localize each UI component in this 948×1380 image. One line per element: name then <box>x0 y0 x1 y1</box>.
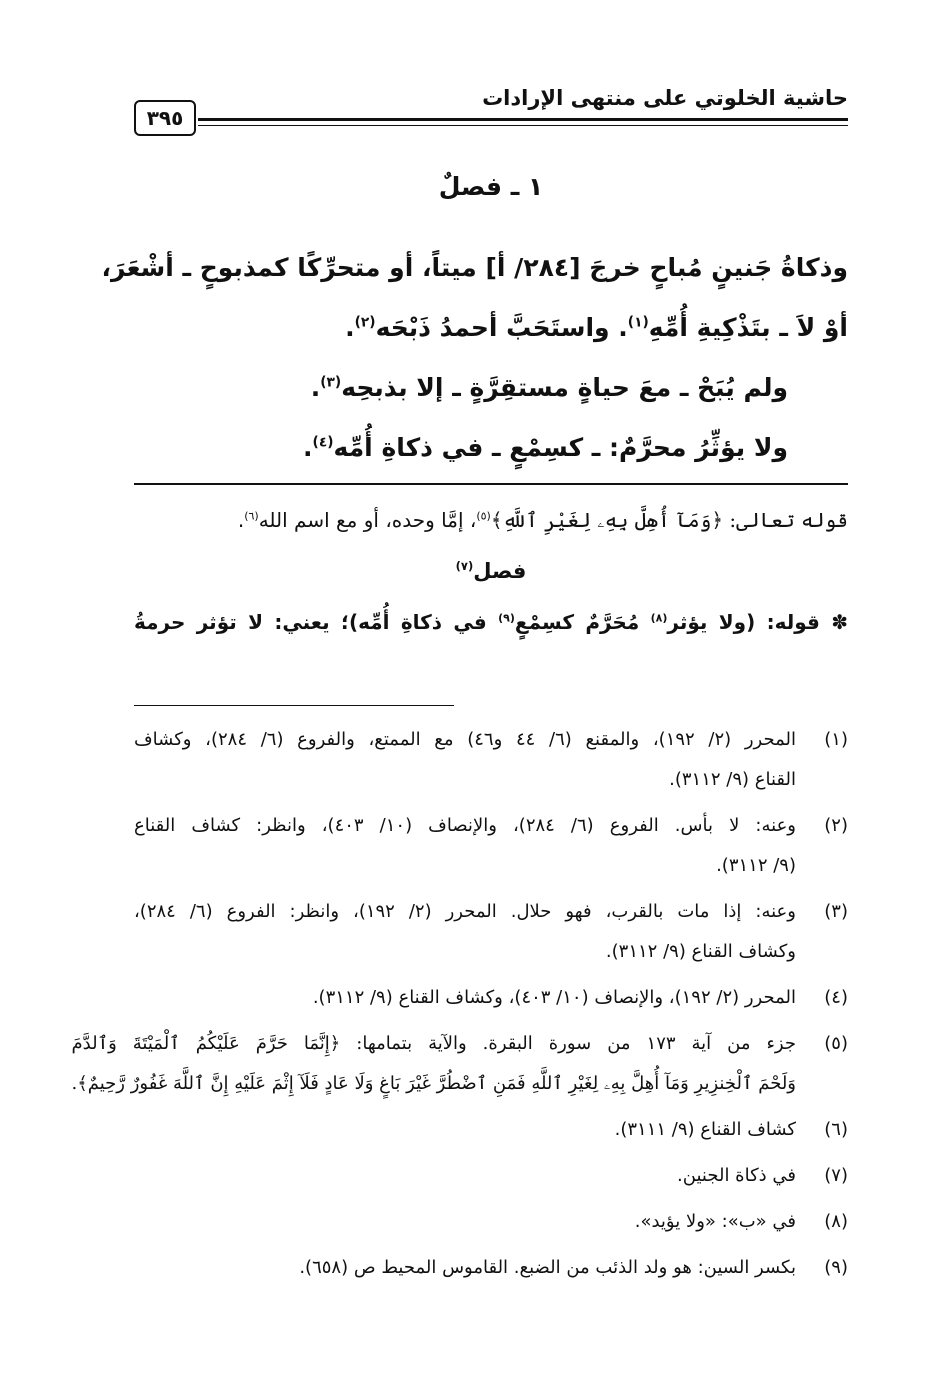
main-text-segment: . <box>310 373 321 402</box>
subsection-heading <box>134 542 848 600</box>
header-rule-thick <box>198 118 848 121</box>
main-text-line <box>134 298 848 358</box>
main-text-segment: ولا يؤثِّرُ محرَّمٌ: ـ كسِمْعٍ ـ في ذكاةِ أُمِّه <box>333 433 788 462</box>
main-text-line <box>134 418 848 478</box>
footnote-line: بكسر السين: هو ولد الذئب من الضبع. القاموس المحيط ص (٦٥٨). <box>299 1257 796 1278</box>
footnote-line: في «ب»: «ولا يؤيد». <box>634 1211 796 1232</box>
commentary-segment: . <box>237 508 245 532</box>
footnote-line: (٩/ ٣١١٢). <box>716 855 796 876</box>
footnote-body <box>134 1110 796 1150</box>
footnote <box>134 1156 848 1196</box>
main-text-line: وذكاةُ جَنينٍ مُباحٍ خرجَ [٢٨٤/ أ] ميتاً، أو متحرِّكًا كمذبوحٍ ـ أشْعَرَ، <box>101 253 848 282</box>
footnote-number: (٢) <box>824 815 848 836</box>
footnote-number: (٦) <box>824 1119 848 1140</box>
footnote-body <box>134 1156 796 1196</box>
footnote-number: (١) <box>824 729 848 750</box>
footnote <box>134 720 848 800</box>
footnote-line: في ذكاة الجنين. <box>677 1165 796 1186</box>
footnote-body <box>134 978 796 1018</box>
footnote <box>134 806 848 886</box>
commentary-segment: ، إمَّا وحده، أو مع اسم الله <box>258 508 477 532</box>
footnote-number: (٤) <box>824 987 848 1008</box>
footnote <box>134 1248 848 1288</box>
subsection-title: فصل <box>473 559 527 583</box>
footnote-body <box>134 1248 796 1288</box>
section-title: ١ ـ فصلٌ <box>438 172 544 201</box>
main-text-segment: . <box>303 433 313 462</box>
commentary-line <box>134 600 848 644</box>
footnote-body <box>134 892 796 972</box>
footnote-ref[interactable]: (٩) <box>498 611 515 625</box>
footnote-number: (٨) <box>824 1211 848 1232</box>
footnote-number: (٥) <box>824 1033 848 1054</box>
main-text <box>101 238 848 478</box>
commentary <box>134 498 848 644</box>
footnote-line: وكشاف القناع (٩/ ٣١١٢). <box>605 941 796 962</box>
footnote-line: وَلَحْمَ ٱلْخِنزِيرِ وَمَآ أُهِلَّ بِهِۦ لِغَيْرِ ٱللَّهِ فَمَنِ ٱضْطُرَّ غَيْرَ بَاغٍ وَلَا عَادٍ فَلَآ إِثْمَ عَلَيْهِ إِنَّ ٱللَّهَ غَفُورٌ رَّحِيمٌ﴾. <box>71 1073 796 1094</box>
footnote-ref[interactable]: (٤) <box>312 434 334 451</box>
matn-divider <box>134 483 848 485</box>
footnote <box>134 1202 848 1242</box>
footnote-line: وعنه: إذا مات بالقرب، فهو حلال. المحرر (٢/ ١٩٢)، وانظر: الفروع (٦/ ٢٨٤)، <box>134 901 796 922</box>
main-text-segment: . واستَحَبَّ أحمدُ ذَبْحَه <box>375 313 628 342</box>
footnote-body <box>134 720 796 800</box>
footnote <box>134 892 848 972</box>
footnote-body <box>134 806 796 886</box>
footnote-ref[interactable]: (٥) <box>476 509 491 523</box>
main-text-segment: أوْ لاَ ـ بتَذْكِيةِ أُمِّهِ <box>648 313 848 342</box>
main-text-segment: ولم يُبَحْ ـ معَ حياةٍ مستقِرَّةٍ ـ إلا بذبحِه <box>341 373 788 402</box>
footnote <box>71 1024 848 1104</box>
running-title: حاشية الخلوتي على منتهى الإرادات <box>482 86 848 110</box>
commentary-segment: قوله تعالى: ﴿وَمَآ أُهِلَّ بِهِۦ لِغَيْرِ ٱللَّهِ﴾ <box>490 508 848 532</box>
footnote <box>134 1110 848 1150</box>
commentary-segment: مُحَرَّمٌ كسِمْعٍ <box>514 610 651 634</box>
footnote-rule <box>134 705 454 706</box>
footnote-number: (٣) <box>824 901 848 922</box>
main-text-segment: . <box>345 313 355 342</box>
footnote-number: (٩) <box>824 1257 848 1278</box>
footnote-ref[interactable]: (٨) <box>650 611 668 625</box>
footnote-ref[interactable]: (٧) <box>455 559 474 573</box>
footnote-line: المحرر (٢/ ١٩٢)، والمقنع (٦/ ٤٤ و٤٦) مع الممتع، والفروع (٦/ ٢٨٤)، وكشاف <box>134 729 796 750</box>
header-rule-thin <box>198 125 848 126</box>
main-text-line <box>134 358 848 418</box>
commentary-line <box>134 498 848 542</box>
footnote-line: جزء من آية ١٧٣ من سورة البقرة. والآية بتمامها: ﴿إِنَّمَا حَرَّمَ عَلَيْكُمُ ٱلْمَيْتَةَ وَٱلدَّمَ <box>71 1033 796 1054</box>
footnote-body <box>134 1202 796 1242</box>
page-header <box>134 78 848 130</box>
page-number: ٣٩٥ <box>134 100 196 136</box>
footnote-line: كشاف القناع (٩/ ٣١١١). <box>614 1119 796 1140</box>
footnote-number: (٧) <box>824 1165 848 1186</box>
footnote-ref[interactable]: (٢) <box>354 314 376 331</box>
footnote-body <box>72 1024 797 1104</box>
footnote-ref[interactable]: (٦) <box>244 509 259 523</box>
footnote-line: وعنه: لا بأس. الفروع (٦/ ٢٨٤)، والإنصاف (١٠/ ٤٠٣)، وانظر: كشاف القناع <box>134 815 797 836</box>
commentary-segment: في ذكاةِ أُمِّه)؛ يعني: لا تؤثر حرمةُ <box>134 610 499 634</box>
footnotes <box>71 720 848 1294</box>
footnote-ref[interactable]: (١) <box>627 314 649 331</box>
footnote-ref[interactable]: (٣) <box>320 374 342 391</box>
footnote <box>134 978 848 1018</box>
commentary-segment: ✽ قوله: (ولا يؤثر <box>667 610 849 634</box>
footnote-line: المحرر (٢/ ١٩٢)، والإنصاف (١٠/ ٤٠٣)، وكشاف القناع (٩/ ٣١١٢). <box>312 987 796 1008</box>
footnote-line: القناع (٩/ ٣١١٢). <box>669 769 796 790</box>
